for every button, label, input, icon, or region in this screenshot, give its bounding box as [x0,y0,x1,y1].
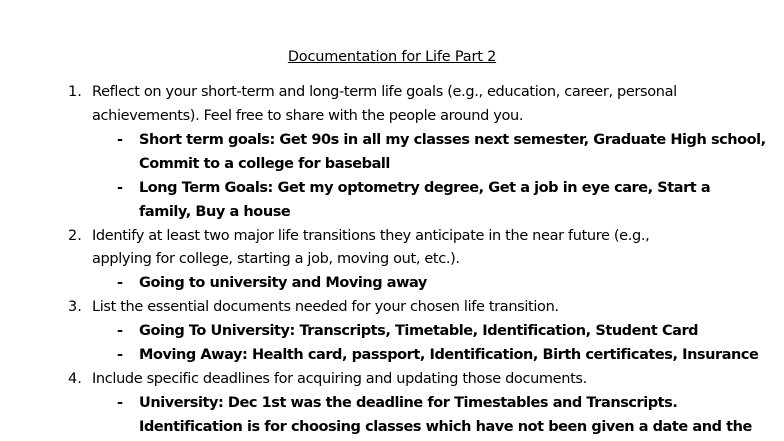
list-number-2: 2. [68,228,82,244]
item-3-text-line-1: List the essential documents needed for your chosen life transition. [92,299,559,315]
bullet-dash: - [117,395,124,411]
item-1-bullet-2-line-2: family, Buy a house [139,204,291,220]
list-number-3: 3. [68,299,82,315]
item-2-text-line-2: applying for college, starting a job, moving out, etc.). [92,251,460,267]
item-1-text-line-1: Reflect on your short-term and long-term life goals (e.g., education, career, personal [92,84,677,100]
document-title: Documentation for Life Part 2 [287,49,497,65]
list-number-1: 1. [68,84,82,100]
item-1-bullet-1-line-1: Short term goals: Get 90s in all my classes next semester, Graduate High school, [139,132,766,148]
item-1-text-line-2: achievements). Feel free to share with the people around you. [92,108,524,124]
item-3-bullet-1-line-1: Going To University: Transcripts, Timetable, Identification, Student Card [139,323,699,339]
item-3-bullet-2-line-1: Moving Away: Health card, passport, Identification, Birth certificates, Insurance [139,347,759,363]
bullet-dash: - [117,347,124,363]
item-1-bullet-1-line-2: Commit to a college for baseball [139,156,390,172]
item-4-bullet-1-line-2: Identification is for choosing classes which have not been given a date and the [139,419,752,435]
bullet-dash: - [117,323,124,339]
item-1-bullet-2-line-1: Long Term Goals: Get my optometry degree, Get a job in eye care, Start a [139,180,711,196]
list-number-4: 4. [68,371,82,387]
item-4-text-line-1: Include specific deadlines for acquiring and updating those documents. [92,371,587,387]
item-2-bullet-1-line-1: Going to university and Moving away [139,275,427,291]
item-2-text-line-1: Identify at least two major life transitions they anticipate in the near future (e.g., [92,228,650,244]
bullet-dash: - [117,275,124,291]
bullet-dash: - [117,132,124,148]
bullet-dash: - [117,180,124,196]
item-4-bullet-1-line-1: University: Dec 1st was the deadline for Timestables and Transcripts. [139,395,678,411]
